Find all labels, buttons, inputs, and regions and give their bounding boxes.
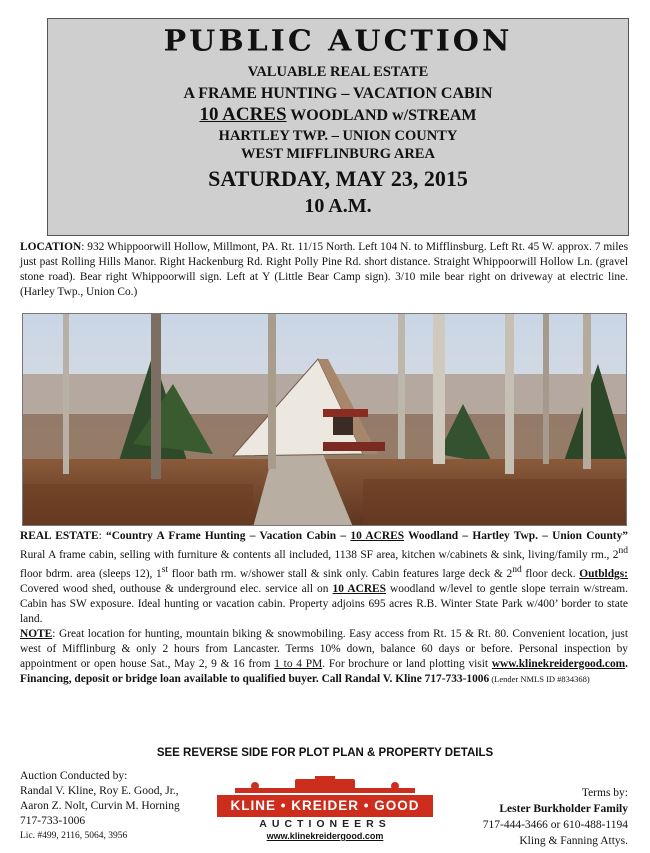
auction-date: SATURDAY, MAY 23, 2015: [208, 166, 468, 191]
property-body-8: . For brochure or land plotting visit: [322, 657, 492, 670]
location-label: LOCATION: [20, 241, 82, 253]
auction-time: 10 A.M.: [304, 195, 372, 217]
property-body-3: floor bath rm. w/shower stall & sink only. Cabin features large deck & 2: [168, 567, 513, 580]
open-house-hours: 1 to 4 PM: [274, 657, 323, 670]
property-type: A FRAME HUNTING – VACATION CABIN: [183, 85, 493, 102]
website-link[interactable]: www.klinekreidergood.com: [491, 657, 626, 670]
label-colon: :: [98, 530, 107, 542]
property-title-b: Woodland – Hartley Twp. – Union County”: [404, 530, 628, 542]
location-paragraph: [20, 240, 628, 300]
acres-emphasis: 10 ACRES: [332, 582, 386, 595]
terms-heading: Terms by:: [581, 787, 628, 799]
auctioneers-block: [20, 769, 235, 844]
real-estate-label: REAL ESTATE: [20, 530, 99, 542]
auctioneers-phone: 717-733-1006: [20, 815, 86, 827]
township-line: HARTLEY TWP. – UNION COUNTY: [218, 128, 458, 144]
logo-website-link[interactable]: www.klinekreidergood.com: [266, 831, 384, 841]
property-body-5: Covered wood shed, outhouse & underground elec. service all on: [20, 582, 333, 595]
superscript-nd: nd: [618, 546, 628, 556]
note-label: NOTE: [20, 627, 53, 640]
area-line: WEST MIFFLINBURG AREA: [241, 146, 435, 162]
cabin-photo: [22, 313, 627, 526]
header-banner: [47, 18, 629, 236]
auctioneer-logo: [215, 776, 435, 846]
acreage-description: WOODLAND w/STREAM: [290, 107, 477, 124]
auctioneers-heading: Auction Conducted by:: [20, 770, 128, 782]
seller-phones: 717-444-3466 or 610-488-1194: [482, 819, 628, 831]
auctioneers-names-2: Aaron Z. Nolt, Curvin M. Horning: [20, 800, 180, 812]
superscript-st: st: [161, 564, 169, 575]
superscript-nd-2: nd: [512, 564, 522, 575]
reverse-side-note: SEE REVERSE SIDE FOR PLOT PLAN & PROPERTY DETAILS: [156, 747, 494, 759]
property-body-2: floor bdrm. area (sleeps 12), 1: [20, 567, 162, 580]
nmls-id: (Lender NMLS ID #834368): [489, 673, 590, 684]
gavel-icon: [215, 776, 435, 796]
location-text: : 932 Whippoorwill Hollow, Millmont, PA. Rt. 11/15 North. Left 104 N. to Mifflinsburg. Left Rt. 45 W. approx. 7 miles just past Rolling Hills Manor. Right Hackenburg Rd. Right Polly Pine Rd. short distance. Straight Whippoorwill Hollow Ln. (gravel stone road). Bear right Whippoorwill sign. Left at Y (Little Bear Camp sign). 3/10 mile bear right on driveway at electric line. (Harley Twp., Union Co.): [20, 241, 628, 298]
terms-block: [418, 785, 628, 849]
outbuildings-label: Outbldgs:: [579, 567, 628, 580]
attorneys: Kling & Fanning Attys.: [519, 835, 628, 847]
auctioneers-names-1: Randal V. Kline, Roy E. Good, Jr.,: [20, 785, 179, 797]
auctioneers-license: Lic. #499, 2116, 5064, 3956: [20, 831, 128, 841]
property-title-a: “Country A Frame Hunting – Vacation Cabin –: [106, 530, 351, 542]
acreage-line: [48, 104, 628, 127]
auction-title: PUBLIC AUCTION: [163, 24, 513, 59]
auction-subtitle: VALUABLE REAL ESTATE: [247, 64, 429, 80]
property-body-7: : Great location for hunting, mountain biking & snowmobiling. Easy access from Rt. 15 & Rt. 80. Convenient location, just west of Mifflinburg & only 2 hours from Lancaster. Terms 10% down, balance 60 days or before. Personal inspection by appointment or open house Sat., May 2, 9 & 16 from: [20, 627, 628, 670]
property-title-acres: 10 ACRES: [350, 530, 405, 542]
real-estate-paragraph: [20, 529, 628, 687]
property-body-1: Rural A frame cabin, selling with furniture & contents all included, 1138 SF area, kitchen w/cabinets & sink, living/family rm., 2: [20, 548, 619, 561]
property-body-6: woodland w/level to gentle slope terrain w/stream. Cabin has SW exposure. Ideal hunting or vacation cabin. Property adjoins 695 acres R.B. Winter State Park w/400’ border to state land.: [20, 582, 628, 625]
logo-name: KLINE • KREIDER • GOOD: [217, 795, 433, 817]
logo-subtitle: AUCTIONEERS: [259, 818, 391, 830]
financing-text: . Financing, deposit or bridge loan available to qualified buyer. Call Randal V. Kline 717-733-1006: [20, 657, 628, 685]
a-frame-cabin-image: [23, 314, 627, 526]
acreage-amount: 10 ACRES: [199, 104, 287, 125]
property-body-4: floor deck.: [521, 567, 580, 580]
seller-family: Lester Burkholder Family: [499, 803, 628, 815]
